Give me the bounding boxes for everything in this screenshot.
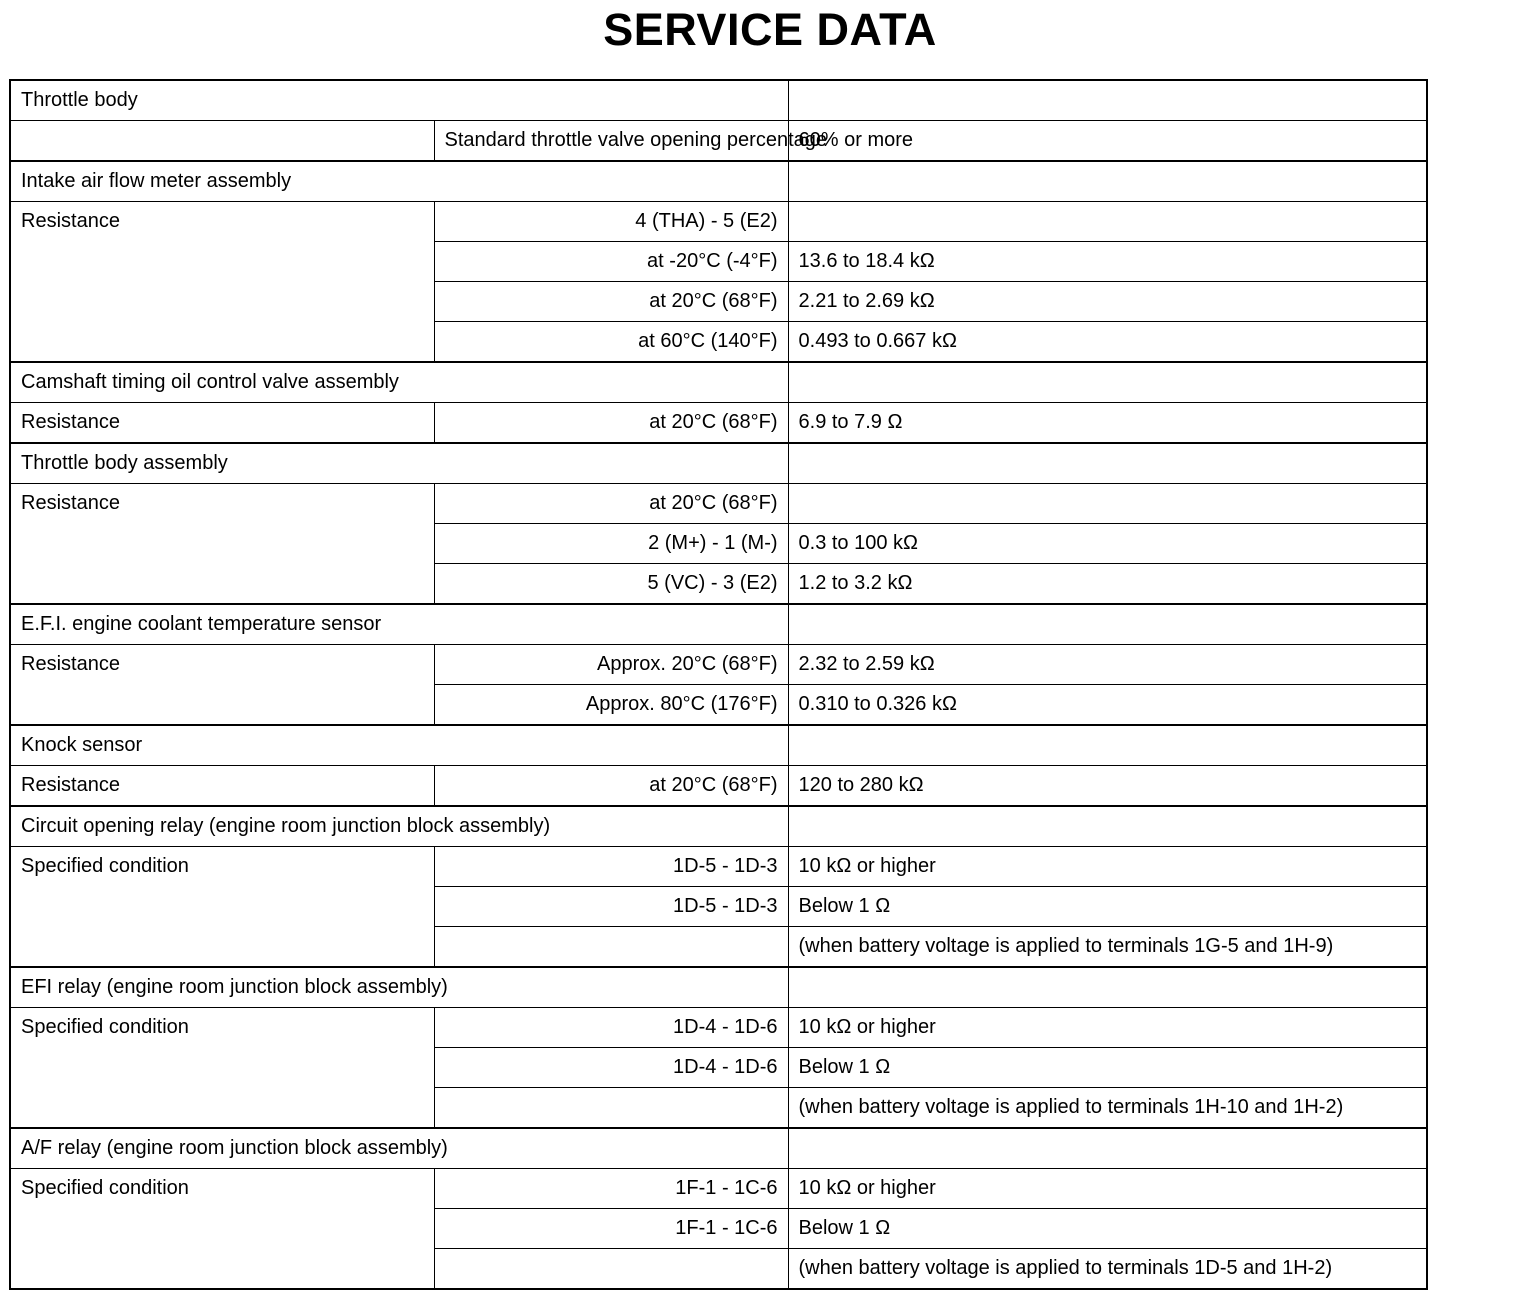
section-heading: Throttle body assembly: [10, 443, 788, 484]
parameter-cell: Resistance: [10, 645, 434, 726]
condition-cell: [434, 1088, 788, 1129]
service-data-table: [9, 79, 1428, 1290]
value-cell: 0.493 to 0.667 kΩ: [788, 322, 1427, 363]
section-heading: Throttle body: [10, 80, 788, 121]
table-row: [10, 202, 1427, 242]
parameter-cell: Specified condition: [10, 847, 434, 968]
value-cell: 0.3 to 100 kΩ: [788, 524, 1427, 564]
parameter-cell: Resistance: [10, 403, 434, 444]
section-heading: Circuit opening relay (engine room junction block assembly): [10, 806, 788, 847]
empty-cell: [788, 604, 1427, 645]
value-cell: [788, 202, 1427, 242]
condition-cell: at 20°C (68°F): [434, 484, 788, 524]
empty-cell: [788, 725, 1427, 766]
section-header-row: [10, 725, 1427, 766]
value-cell: [788, 484, 1427, 524]
empty-cell: [788, 806, 1427, 847]
value-cell: 1.2 to 3.2 kΩ: [788, 564, 1427, 605]
value-cell: 13.6 to 18.4 kΩ: [788, 242, 1427, 282]
condition-cell: 5 (VC) - 3 (E2): [434, 564, 788, 605]
value-cell: 10 kΩ or higher: [788, 847, 1427, 887]
section-header-row: [10, 604, 1427, 645]
value-cell: 10 kΩ or higher: [788, 1169, 1427, 1209]
parameter-cell: Resistance: [10, 202, 434, 363]
empty-cell: [788, 362, 1427, 403]
condition-cell: 1D-4 - 1D-6: [434, 1048, 788, 1088]
value-cell: 120 to 280 kΩ: [788, 766, 1427, 807]
section-heading: Intake air flow meter assembly: [10, 161, 788, 202]
empty-cell: [788, 443, 1427, 484]
value-cell: Below 1 Ω: [788, 887, 1427, 927]
empty-cell: [10, 121, 434, 162]
value-cell: (when battery voltage is applied to terminals 1D-5 and 1H-2): [788, 1249, 1427, 1290]
section-heading: E.F.I. engine coolant temperature sensor: [10, 604, 788, 645]
value-cell: 0.310 to 0.326 kΩ: [788, 685, 1427, 726]
section-heading: Camshaft timing oil control valve assembly: [10, 362, 788, 403]
empty-cell: [788, 80, 1427, 121]
table-row: [10, 1169, 1427, 1209]
value-cell: 2.21 to 2.69 kΩ: [788, 282, 1427, 322]
section-header-row: [10, 806, 1427, 847]
condition-cell: at 20°C (68°F): [434, 282, 788, 322]
condition-cell: at 60°C (140°F): [434, 322, 788, 363]
section-heading: EFI relay (engine room junction block assembly): [10, 967, 788, 1008]
section-header-row: [10, 967, 1427, 1008]
section-heading: A/F relay (engine room junction block assembly): [10, 1128, 788, 1169]
value-cell: 6.9 to 7.9 Ω: [788, 403, 1427, 444]
condition-cell: 4 (THA) - 5 (E2): [434, 202, 788, 242]
value-cell: 10 kΩ or higher: [788, 1008, 1427, 1048]
table-row: [10, 121, 1427, 162]
condition-cell: Approx. 20°C (68°F): [434, 645, 788, 685]
value-cell: (when battery voltage is applied to terminals 1G-5 and 1H-9): [788, 927, 1427, 968]
value-cell: 2.32 to 2.59 kΩ: [788, 645, 1427, 685]
parameter-cell: Specified condition: [10, 1008, 434, 1129]
condition-cell: at -20°C (-4°F): [434, 242, 788, 282]
condition-cell: 1D-4 - 1D-6: [434, 1008, 788, 1048]
condition-cell: at 20°C (68°F): [434, 766, 788, 807]
condition-cell: [434, 927, 788, 968]
condition-cell: 1D-5 - 1D-3: [434, 847, 788, 887]
condition-cell: at 20°C (68°F): [434, 403, 788, 444]
value-cell: Below 1 Ω: [788, 1048, 1427, 1088]
value-cell: 60% or more: [788, 121, 1427, 162]
empty-cell: [788, 161, 1427, 202]
value-cell: (when battery voltage is applied to terminals 1H-10 and 1H-2): [788, 1088, 1427, 1129]
section-header-row: [10, 443, 1427, 484]
table-row: [10, 1008, 1427, 1048]
condition-cell: Standard throttle valve opening percentage: [434, 121, 788, 162]
condition-cell: 2 (M+) - 1 (M-): [434, 524, 788, 564]
parameter-cell: Resistance: [10, 766, 434, 807]
condition-cell: 1F-1 - 1C-6: [434, 1209, 788, 1249]
condition-cell: [434, 1249, 788, 1290]
section-header-row: [10, 161, 1427, 202]
condition-cell: 1F-1 - 1C-6: [434, 1169, 788, 1209]
table-row: [10, 403, 1427, 444]
table-row: [10, 766, 1427, 807]
parameter-cell: Resistance: [10, 484, 434, 605]
empty-cell: [788, 1128, 1427, 1169]
page-title: SERVICE DATA: [603, 4, 937, 55]
condition-cell: Approx. 80°C (176°F): [434, 685, 788, 726]
condition-cell: 1D-5 - 1D-3: [434, 887, 788, 927]
section-heading: Knock sensor: [10, 725, 788, 766]
table-row: [10, 645, 1427, 685]
section-header-row: [10, 1128, 1427, 1169]
value-cell: Below 1 Ω: [788, 1209, 1427, 1249]
table-row: [10, 484, 1427, 524]
parameter-cell: Specified condition: [10, 1169, 434, 1290]
section-header-row: [10, 362, 1427, 403]
section-header-row: [10, 80, 1427, 121]
table-row: [10, 847, 1427, 887]
empty-cell: [788, 967, 1427, 1008]
